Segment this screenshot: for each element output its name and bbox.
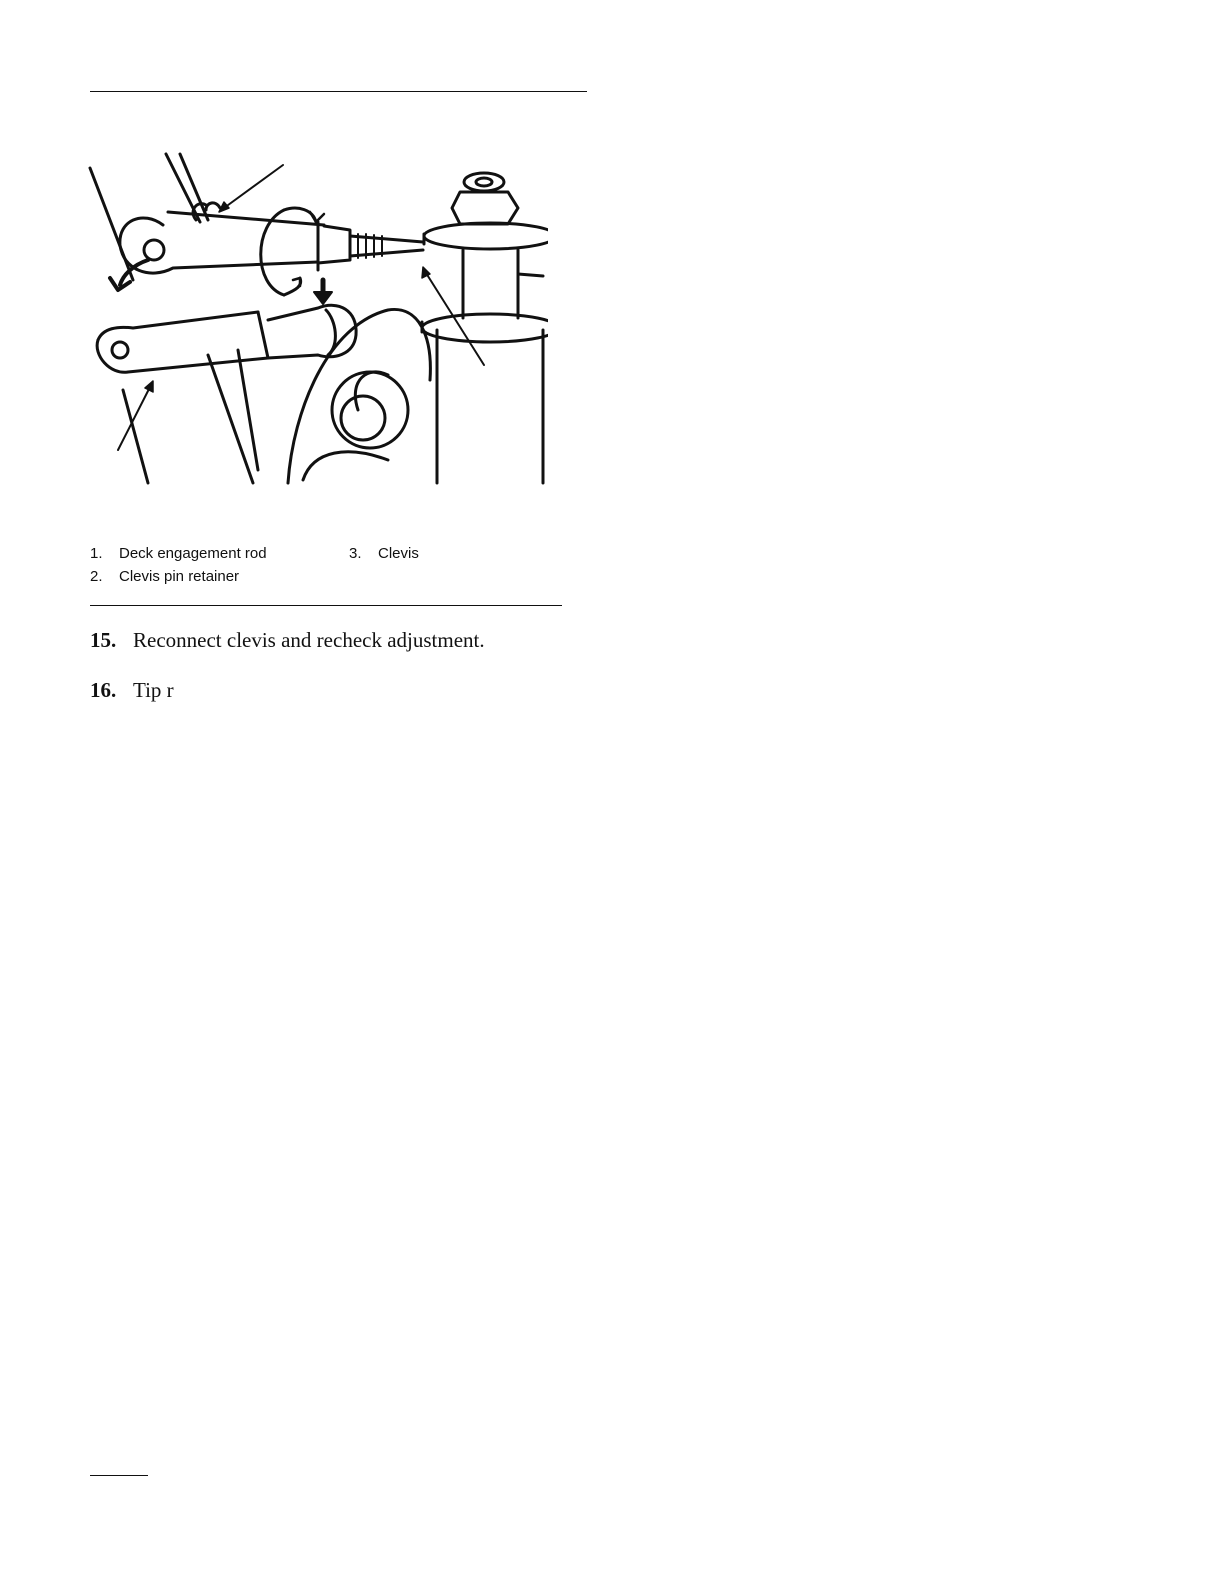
step-number: 16.: [90, 678, 117, 702]
deck-engagement-illustration: [88, 150, 548, 485]
figure-top-rule: [90, 91, 587, 92]
caption-number: 2.: [90, 568, 103, 585]
step-number: 15.: [90, 628, 117, 652]
step-text: Reconnect clevis and recheck adjustment.: [133, 628, 485, 652]
step-text: Tip r: [133, 678, 174, 702]
caption-number: 1.: [90, 545, 103, 562]
caption-label: Clevis: [378, 545, 419, 562]
step-16: [90, 677, 174, 703]
caption-item-1: [90, 545, 267, 563]
figure-bottom-rule: [90, 605, 562, 606]
caption-item-3: [349, 545, 419, 563]
caption-label: Clevis pin retainer: [119, 568, 240, 585]
caption-number: 3.: [349, 545, 362, 562]
footer-rule: [90, 1475, 148, 1476]
step-15: [90, 627, 485, 653]
caption-item-2: [90, 568, 239, 586]
caption-label: Deck engagement rod: [119, 545, 267, 562]
